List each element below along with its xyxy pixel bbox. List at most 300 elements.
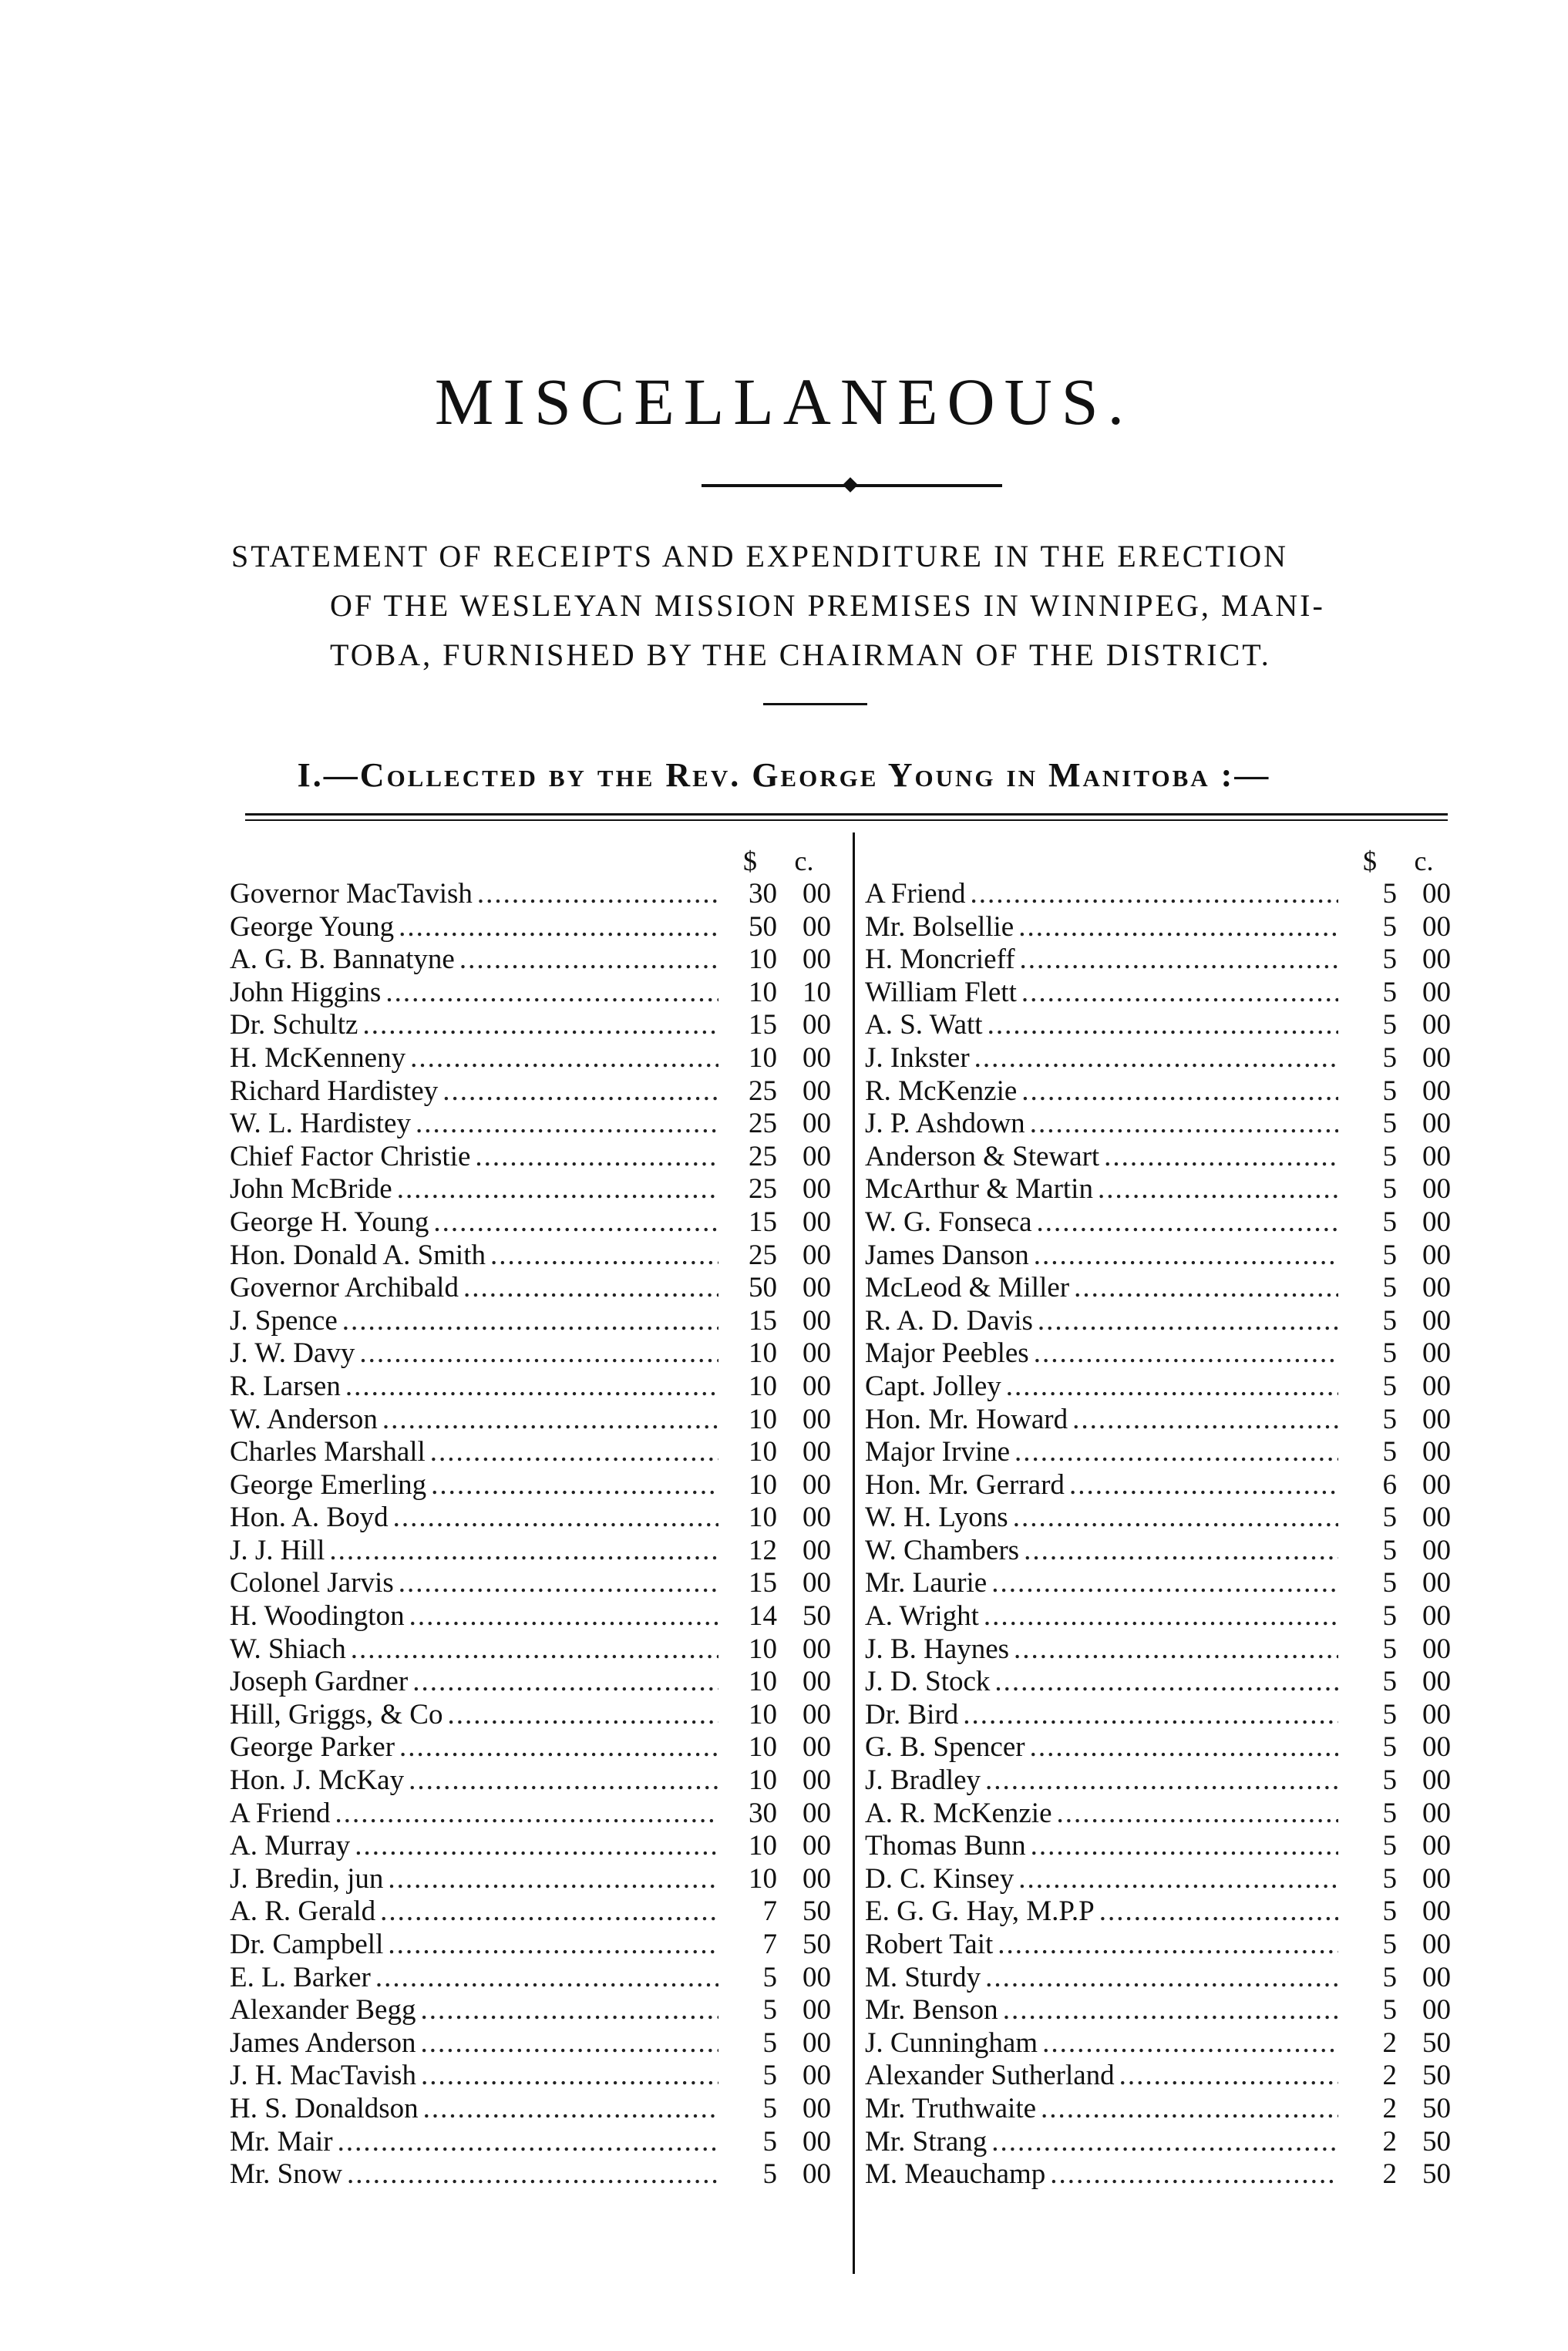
amount-dollars: 10 xyxy=(749,1862,777,1895)
amount-dollars: 25 xyxy=(749,1173,777,1206)
list-item xyxy=(865,1830,1451,1863)
dot-leader xyxy=(1038,1305,1338,1338)
amount-cents: 00 xyxy=(803,2092,831,2124)
list-item xyxy=(865,1141,1451,1174)
contributor-name: Dr. Schultz xyxy=(230,1009,358,1041)
amount-cents: 00 xyxy=(1422,1304,1451,1337)
cents-header: c. xyxy=(794,846,814,876)
list-item xyxy=(230,1830,831,1863)
list-item xyxy=(230,1042,831,1075)
amount-dollars: 15 xyxy=(749,1304,777,1337)
contributor-name: McLeod & Miller xyxy=(865,1272,1070,1304)
contributor-name: Mr. Snow xyxy=(230,2158,342,2191)
dot-leader xyxy=(1098,1173,1338,1206)
list-item xyxy=(230,1305,831,1338)
amount-dollars: 15 xyxy=(749,1567,777,1599)
contributor-name: M. Meauchamp xyxy=(865,2158,1046,2191)
amount-dollars: 10 xyxy=(749,1698,777,1730)
amount-cents: 00 xyxy=(803,910,831,943)
dot-leader xyxy=(399,911,718,944)
contributor-name: Richard Hardistey xyxy=(230,1075,439,1107)
amount-dollars: 10 xyxy=(749,1633,777,1665)
dot-leader xyxy=(1003,1994,1338,2027)
dot-leader xyxy=(1021,977,1338,1010)
contributor-name: Hon. A. Boyd xyxy=(230,1502,389,1534)
dot-leader xyxy=(345,1371,718,1404)
dot-leader xyxy=(985,1962,1338,1995)
amount-cents: 00 xyxy=(803,1272,831,1304)
amount-cents: 00 xyxy=(803,1108,831,1140)
contributor-name: J. B. Haynes xyxy=(865,1633,1010,1665)
amount-dollars: 5 xyxy=(1382,976,1397,1008)
contributor-name: James Anderson xyxy=(230,2026,416,2059)
list-item xyxy=(230,1173,831,1206)
contributor-name: M. Sturdy xyxy=(865,1961,981,1993)
amount-cents: 00 xyxy=(803,1567,831,1599)
dot-leader xyxy=(433,1206,718,1239)
amount-cents: 00 xyxy=(1422,1929,1451,1960)
list-item xyxy=(230,1764,831,1798)
dot-leader xyxy=(1072,1404,1338,1437)
amount-cents: 00 xyxy=(1422,1567,1451,1599)
list-item xyxy=(230,1502,831,1535)
list-item xyxy=(230,1404,831,1437)
list-item xyxy=(865,1699,1451,1732)
list-item xyxy=(230,2126,831,2159)
dot-leader xyxy=(1018,911,1338,944)
contributor-name: J. J. Hill xyxy=(230,1534,325,1566)
contributor-name: H. Moncrieff xyxy=(865,943,1015,976)
dot-leader xyxy=(1020,943,1338,977)
dot-leader xyxy=(410,1042,718,1075)
contributor-name: Mr. Bolsellie xyxy=(865,910,1014,943)
list-item xyxy=(865,1929,1451,1962)
dot-leader xyxy=(442,1075,718,1108)
list-item xyxy=(230,1567,831,1600)
contributor-name: E. L. Barker xyxy=(230,1961,371,1993)
statement-title xyxy=(231,532,1472,680)
amount-dollars: 5 xyxy=(1382,1502,1397,1534)
contributor-name: Thomas Bunn xyxy=(865,1830,1026,1862)
list-item xyxy=(865,1764,1451,1798)
amount-cents: 00 xyxy=(1422,1009,1451,1041)
amount-cents: 00 xyxy=(1422,910,1451,943)
list-item xyxy=(230,1206,831,1239)
ornamental-rule xyxy=(702,484,1002,487)
amount-cents: 00 xyxy=(1422,1731,1451,1764)
dot-leader xyxy=(431,1469,718,1502)
amount-cents: 00 xyxy=(1422,1403,1451,1435)
dot-leader xyxy=(416,1108,718,1141)
dot-leader xyxy=(430,1436,718,1469)
amount-cents: 00 xyxy=(803,1041,831,1074)
list-item xyxy=(865,1371,1451,1404)
list-item xyxy=(865,2060,1451,2093)
dot-leader xyxy=(991,1567,1338,1600)
amount-dollars: 5 xyxy=(1382,910,1397,943)
dot-leader xyxy=(409,1600,718,1633)
dot-leader xyxy=(1069,1469,1338,1502)
amount-dollars: 5 xyxy=(1382,1173,1397,1206)
amount-cents: 00 xyxy=(1422,1830,1451,1862)
dot-leader xyxy=(351,1633,718,1667)
amount-cents: 00 xyxy=(803,1633,831,1665)
amount-cents: 00 xyxy=(803,1075,831,1107)
list-item xyxy=(230,1699,831,1732)
dot-leader xyxy=(382,1404,718,1437)
dot-leader xyxy=(448,1699,719,1732)
contributor-name: Charles Marshall xyxy=(230,1436,426,1468)
list-item xyxy=(865,2158,1451,2191)
short-rule xyxy=(763,703,867,705)
amount-cents: 50 xyxy=(1422,2060,1451,2092)
contributor-name: McArthur & Martin xyxy=(865,1173,1093,1206)
list-item xyxy=(865,1436,1451,1469)
contributor-name: Joseph Gardner xyxy=(230,1666,409,1698)
amount-dollars: 5 xyxy=(1382,1600,1397,1633)
contributor-name: Alexander Sutherland xyxy=(865,2060,1115,2092)
amount-dollars: 5 xyxy=(1382,1862,1397,1895)
amount-dollars: 5 xyxy=(1382,1337,1397,1370)
dot-leader xyxy=(994,1666,1338,1699)
amount-cents: 00 xyxy=(1422,943,1451,976)
list-item xyxy=(230,1600,831,1633)
contributor-name: Mr. Benson xyxy=(865,1994,998,2026)
amount-cents: 00 xyxy=(803,943,831,976)
amount-cents: 00 xyxy=(803,1173,831,1206)
amount-dollars: 5 xyxy=(762,1961,777,1993)
list-item xyxy=(230,1895,831,1929)
contributor-name: E. G. G. Hay, M.P.P xyxy=(865,1895,1095,1928)
amount-dollars: 5 xyxy=(1382,1403,1397,1435)
amount-cents: 00 xyxy=(803,1370,831,1402)
contributor-name: Chief Factor Christie xyxy=(230,1140,471,1172)
dot-leader xyxy=(1014,1436,1338,1469)
contributor-name: James Danson xyxy=(865,1239,1029,1271)
contributor-name: Hon. Mr. Gerrard xyxy=(865,1468,1065,1501)
amount-cents: 00 xyxy=(803,1468,831,1501)
amount-cents: 00 xyxy=(1422,1370,1451,1402)
contributor-name: Robert Tait xyxy=(865,1929,994,1960)
dot-leader xyxy=(421,2027,719,2060)
amount-cents: 00 xyxy=(803,2060,831,2092)
dot-leader xyxy=(347,2158,718,2191)
amount-dollars: 5 xyxy=(1382,1961,1397,1993)
amount-dollars: 5 xyxy=(1382,1764,1397,1797)
amount-dollars: 50 xyxy=(749,910,777,943)
amount-dollars: 2 xyxy=(1382,2026,1397,2059)
list-item xyxy=(230,1962,831,1995)
amount-cents: 00 xyxy=(803,1009,831,1041)
dot-leader xyxy=(421,2060,718,2093)
contributor-name: A. S. Watt xyxy=(865,1009,983,1041)
right-column-header xyxy=(865,844,1451,878)
dot-leader xyxy=(475,1141,718,1174)
contributor-name: J. W. Davy xyxy=(230,1337,355,1370)
amount-cents: 50 xyxy=(1422,2125,1451,2158)
list-item xyxy=(865,911,1451,944)
list-item xyxy=(230,1863,831,1896)
amount-dollars: 5 xyxy=(1382,1272,1397,1304)
amount-dollars: 50 xyxy=(749,1272,777,1304)
list-item xyxy=(230,1666,831,1699)
amount-dollars: 5 xyxy=(1382,1239,1397,1271)
amount-cents: 00 xyxy=(803,1140,831,1172)
amount-cents: 50 xyxy=(1422,2092,1451,2124)
contributor-name: Governor Archibald xyxy=(230,1272,459,1304)
dot-leader xyxy=(385,977,718,1010)
contributor-name: Colonel Jarvis xyxy=(230,1567,394,1599)
amount-dollars: 5 xyxy=(762,2158,777,2191)
amount-cents: 00 xyxy=(1422,1436,1451,1468)
amount-cents: 00 xyxy=(803,1502,831,1534)
list-item xyxy=(865,1600,1451,1633)
contributor-name: A Friend xyxy=(230,1797,331,1829)
left-column-header xyxy=(230,844,831,878)
list-item xyxy=(230,1436,831,1469)
amount-cents: 00 xyxy=(1422,1041,1451,1074)
amount-cents: 00 xyxy=(803,1731,831,1764)
amount-dollars: 5 xyxy=(1382,1075,1397,1107)
amount-cents: 00 xyxy=(1422,1534,1451,1566)
dot-leader xyxy=(393,1502,718,1535)
dot-leader xyxy=(342,1305,718,1338)
amount-cents: 00 xyxy=(803,1534,831,1566)
dot-leader xyxy=(409,1764,718,1798)
list-item xyxy=(230,1798,831,1831)
list-item xyxy=(230,911,831,944)
contributor-name: Hill, Griggs, & Co xyxy=(230,1698,443,1730)
amount-dollars: 5 xyxy=(1382,1633,1397,1665)
contributor-name: R. A. D. Davis xyxy=(865,1304,1033,1337)
list-item xyxy=(865,1404,1451,1437)
list-item xyxy=(230,1141,831,1174)
list-item xyxy=(865,1075,1451,1108)
amount-dollars: 10 xyxy=(749,1337,777,1370)
amount-dollars: 5 xyxy=(1382,1009,1397,1041)
contributor-name: Capt. Jolley xyxy=(865,1370,1001,1402)
amount-cents: 50 xyxy=(1422,2158,1451,2191)
list-item xyxy=(230,1535,831,1568)
amount-cents: 00 xyxy=(1422,1468,1451,1501)
contributor-name: A. Wright xyxy=(865,1600,979,1633)
amount-dollars: 5 xyxy=(762,2092,777,2124)
amount-dollars: 30 xyxy=(749,878,777,910)
dot-leader xyxy=(375,1962,718,1995)
amount-cents: 00 xyxy=(803,1698,831,1730)
amount-dollars: 7 xyxy=(762,1895,777,1928)
amount-cents: 50 xyxy=(803,1895,831,1928)
contributor-name: H. S. Donaldson xyxy=(230,2092,419,2124)
list-item xyxy=(865,1009,1451,1042)
dot-leader xyxy=(1006,1371,1338,1404)
dot-leader xyxy=(423,2093,718,2126)
amount-cents: 00 xyxy=(803,1666,831,1698)
amount-cents: 00 xyxy=(803,1436,831,1468)
list-item xyxy=(865,1798,1451,1831)
contributor-name: J. Inkster xyxy=(865,1041,970,1074)
amount-dollars: 5 xyxy=(1382,943,1397,976)
amount-cents: 50 xyxy=(803,1929,831,1960)
contributor-name: G. B. Spencer xyxy=(865,1731,1025,1764)
amount-dollars: 10 xyxy=(749,1502,777,1534)
dot-leader xyxy=(1042,2027,1338,2060)
list-item xyxy=(230,2158,831,2191)
contributor-name: D. C. Kinsey xyxy=(865,1862,1014,1895)
dot-leader xyxy=(971,878,1338,911)
amount-cents: 00 xyxy=(1422,1764,1451,1797)
list-item xyxy=(865,1535,1451,1568)
section-title: I.—Collected by the Rev. George Young in Manitoba :— xyxy=(297,756,1271,794)
dot-leader xyxy=(1014,1633,1338,1667)
contributor-name: Mr. Strang xyxy=(865,2125,988,2158)
dot-leader xyxy=(1030,1731,1338,1764)
amount-dollars: 10 xyxy=(749,1041,777,1074)
contributor-name: Dr. Bird xyxy=(865,1698,959,1730)
dot-leader xyxy=(1013,1502,1338,1535)
amount-cents: 00 xyxy=(1422,1698,1451,1730)
dot-leader xyxy=(963,1699,1338,1732)
dot-leader xyxy=(397,1173,718,1206)
list-item xyxy=(230,1371,831,1404)
amount-dollars: 5 xyxy=(1382,1304,1397,1337)
list-item xyxy=(865,1272,1451,1305)
amount-cents: 00 xyxy=(803,1994,831,2026)
contributor-name: R. McKenzie xyxy=(865,1075,1018,1107)
list-item xyxy=(865,1502,1451,1535)
dot-leader xyxy=(338,2126,718,2159)
dot-leader xyxy=(388,1863,718,1896)
amount-dollars: 5 xyxy=(1382,1206,1397,1238)
amount-cents: 00 xyxy=(1422,1206,1451,1238)
amount-dollars: 5 xyxy=(1382,1895,1397,1928)
amount-dollars: 10 xyxy=(749,943,777,976)
amount-dollars: 25 xyxy=(749,1075,777,1107)
dot-leader xyxy=(459,943,718,977)
amount-cents: 00 xyxy=(1422,1239,1451,1271)
contributor-name: H. McKenneny xyxy=(230,1041,406,1074)
amount-dollars: 5 xyxy=(1382,1370,1397,1402)
list-item xyxy=(865,1239,1451,1273)
contributor-name: W. Anderson xyxy=(230,1403,378,1435)
amount-cents: 00 xyxy=(1422,1337,1451,1370)
dot-leader xyxy=(1024,1535,1338,1568)
amount-cents: 00 xyxy=(1422,1862,1451,1895)
amount-dollars: 2 xyxy=(1382,2158,1397,2191)
amount-dollars: 5 xyxy=(1382,1994,1397,2026)
dot-leader xyxy=(362,1009,718,1042)
dot-leader xyxy=(974,1042,1338,1075)
list-item xyxy=(230,2093,831,2126)
contributor-name: Mr. Mair xyxy=(230,2125,333,2158)
dot-leader xyxy=(1050,2158,1338,2191)
list-item xyxy=(865,2093,1451,2126)
amount-cents: 00 xyxy=(1422,878,1451,910)
dot-leader xyxy=(490,1239,718,1273)
dot-leader xyxy=(359,1337,718,1371)
amount-cents: 00 xyxy=(1422,1994,1451,2026)
list-item xyxy=(865,1666,1451,1699)
amount-dollars: 10 xyxy=(749,1370,777,1402)
list-item xyxy=(230,1469,831,1502)
list-item xyxy=(865,1305,1451,1338)
dot-leader xyxy=(1074,1272,1338,1305)
amount-dollars: 15 xyxy=(749,1206,777,1238)
list-item xyxy=(865,2027,1451,2060)
amount-cents: 00 xyxy=(803,1961,831,1993)
list-item xyxy=(865,1994,1451,2027)
list-item xyxy=(865,977,1451,1010)
dot-leader xyxy=(388,1929,718,1962)
list-item xyxy=(230,2060,831,2093)
dot-leader xyxy=(1099,1895,1338,1929)
amount-dollars: 10 xyxy=(749,1731,777,1764)
dot-leader xyxy=(380,1895,718,1929)
dot-leader xyxy=(1021,1075,1338,1108)
list-item xyxy=(865,1173,1451,1206)
dot-leader xyxy=(1034,1337,1338,1371)
dot-leader xyxy=(1018,1863,1338,1896)
amount-cents: 00 xyxy=(803,1304,831,1337)
amount-dollars: 10 xyxy=(749,976,777,1008)
list-item xyxy=(865,1863,1451,1896)
contributor-name: J. Spence xyxy=(230,1304,338,1337)
amount-cents: 50 xyxy=(1422,2026,1451,2059)
contributor-name: Hon. Donald A. Smith xyxy=(230,1239,486,1271)
contributor-name: Anderson & Stewart xyxy=(865,1140,1100,1172)
contributor-name: George Young xyxy=(230,910,395,943)
statement-line-2: OF THE WESLEYAN MISSION PREMISES IN WINNIPEG, MANI- xyxy=(330,588,1325,623)
amount-dollars: 5 xyxy=(1382,1929,1397,1960)
amount-dollars: 12 xyxy=(749,1534,777,1566)
amount-cents: 00 xyxy=(1422,1502,1451,1534)
contributor-name: H. Woodington xyxy=(230,1600,405,1633)
contributor-name: Mr. Truthwaite xyxy=(865,2092,1037,2124)
amount-dollars: 5 xyxy=(762,2125,777,2158)
amount-dollars: 10 xyxy=(749,1830,777,1862)
amount-dollars: 5 xyxy=(1382,1108,1397,1140)
amount-dollars: 5 xyxy=(1382,1041,1397,1074)
amount-dollars: 5 xyxy=(762,2026,777,2059)
amount-cents: 00 xyxy=(1422,1666,1451,1698)
amount-cents: 00 xyxy=(1422,1797,1451,1829)
amount-dollars: 5 xyxy=(1382,1666,1397,1698)
amount-cents: 00 xyxy=(803,1797,831,1829)
amount-dollars: 10 xyxy=(749,1764,777,1797)
right-column xyxy=(865,844,1451,2191)
amount-cents: 00 xyxy=(803,1830,831,1862)
amount-dollars: 7 xyxy=(762,1929,777,1960)
amount-dollars: 10 xyxy=(749,1436,777,1468)
list-item xyxy=(230,1272,831,1305)
amount-cents: 00 xyxy=(1422,1961,1451,1993)
dot-leader xyxy=(1057,1798,1339,1831)
contributor-name: George H. Young xyxy=(230,1206,429,1238)
contributor-name: Governor MacTavish xyxy=(230,878,473,910)
amount-cents: 00 xyxy=(1422,1075,1451,1107)
amount-cents: 00 xyxy=(803,1403,831,1435)
contributor-name: George Emerling xyxy=(230,1468,427,1501)
list-item xyxy=(865,943,1451,977)
contributor-name: William Flett xyxy=(865,976,1017,1008)
amount-dollars: 5 xyxy=(762,1994,777,2026)
list-item xyxy=(865,2126,1451,2159)
column-divider xyxy=(853,832,855,2274)
contributor-name: Major Irvine xyxy=(865,1436,1011,1468)
amount-dollars: 30 xyxy=(749,1797,777,1829)
contributor-name: W. Shiach xyxy=(230,1633,346,1665)
contributor-name: John McBride xyxy=(230,1173,392,1206)
